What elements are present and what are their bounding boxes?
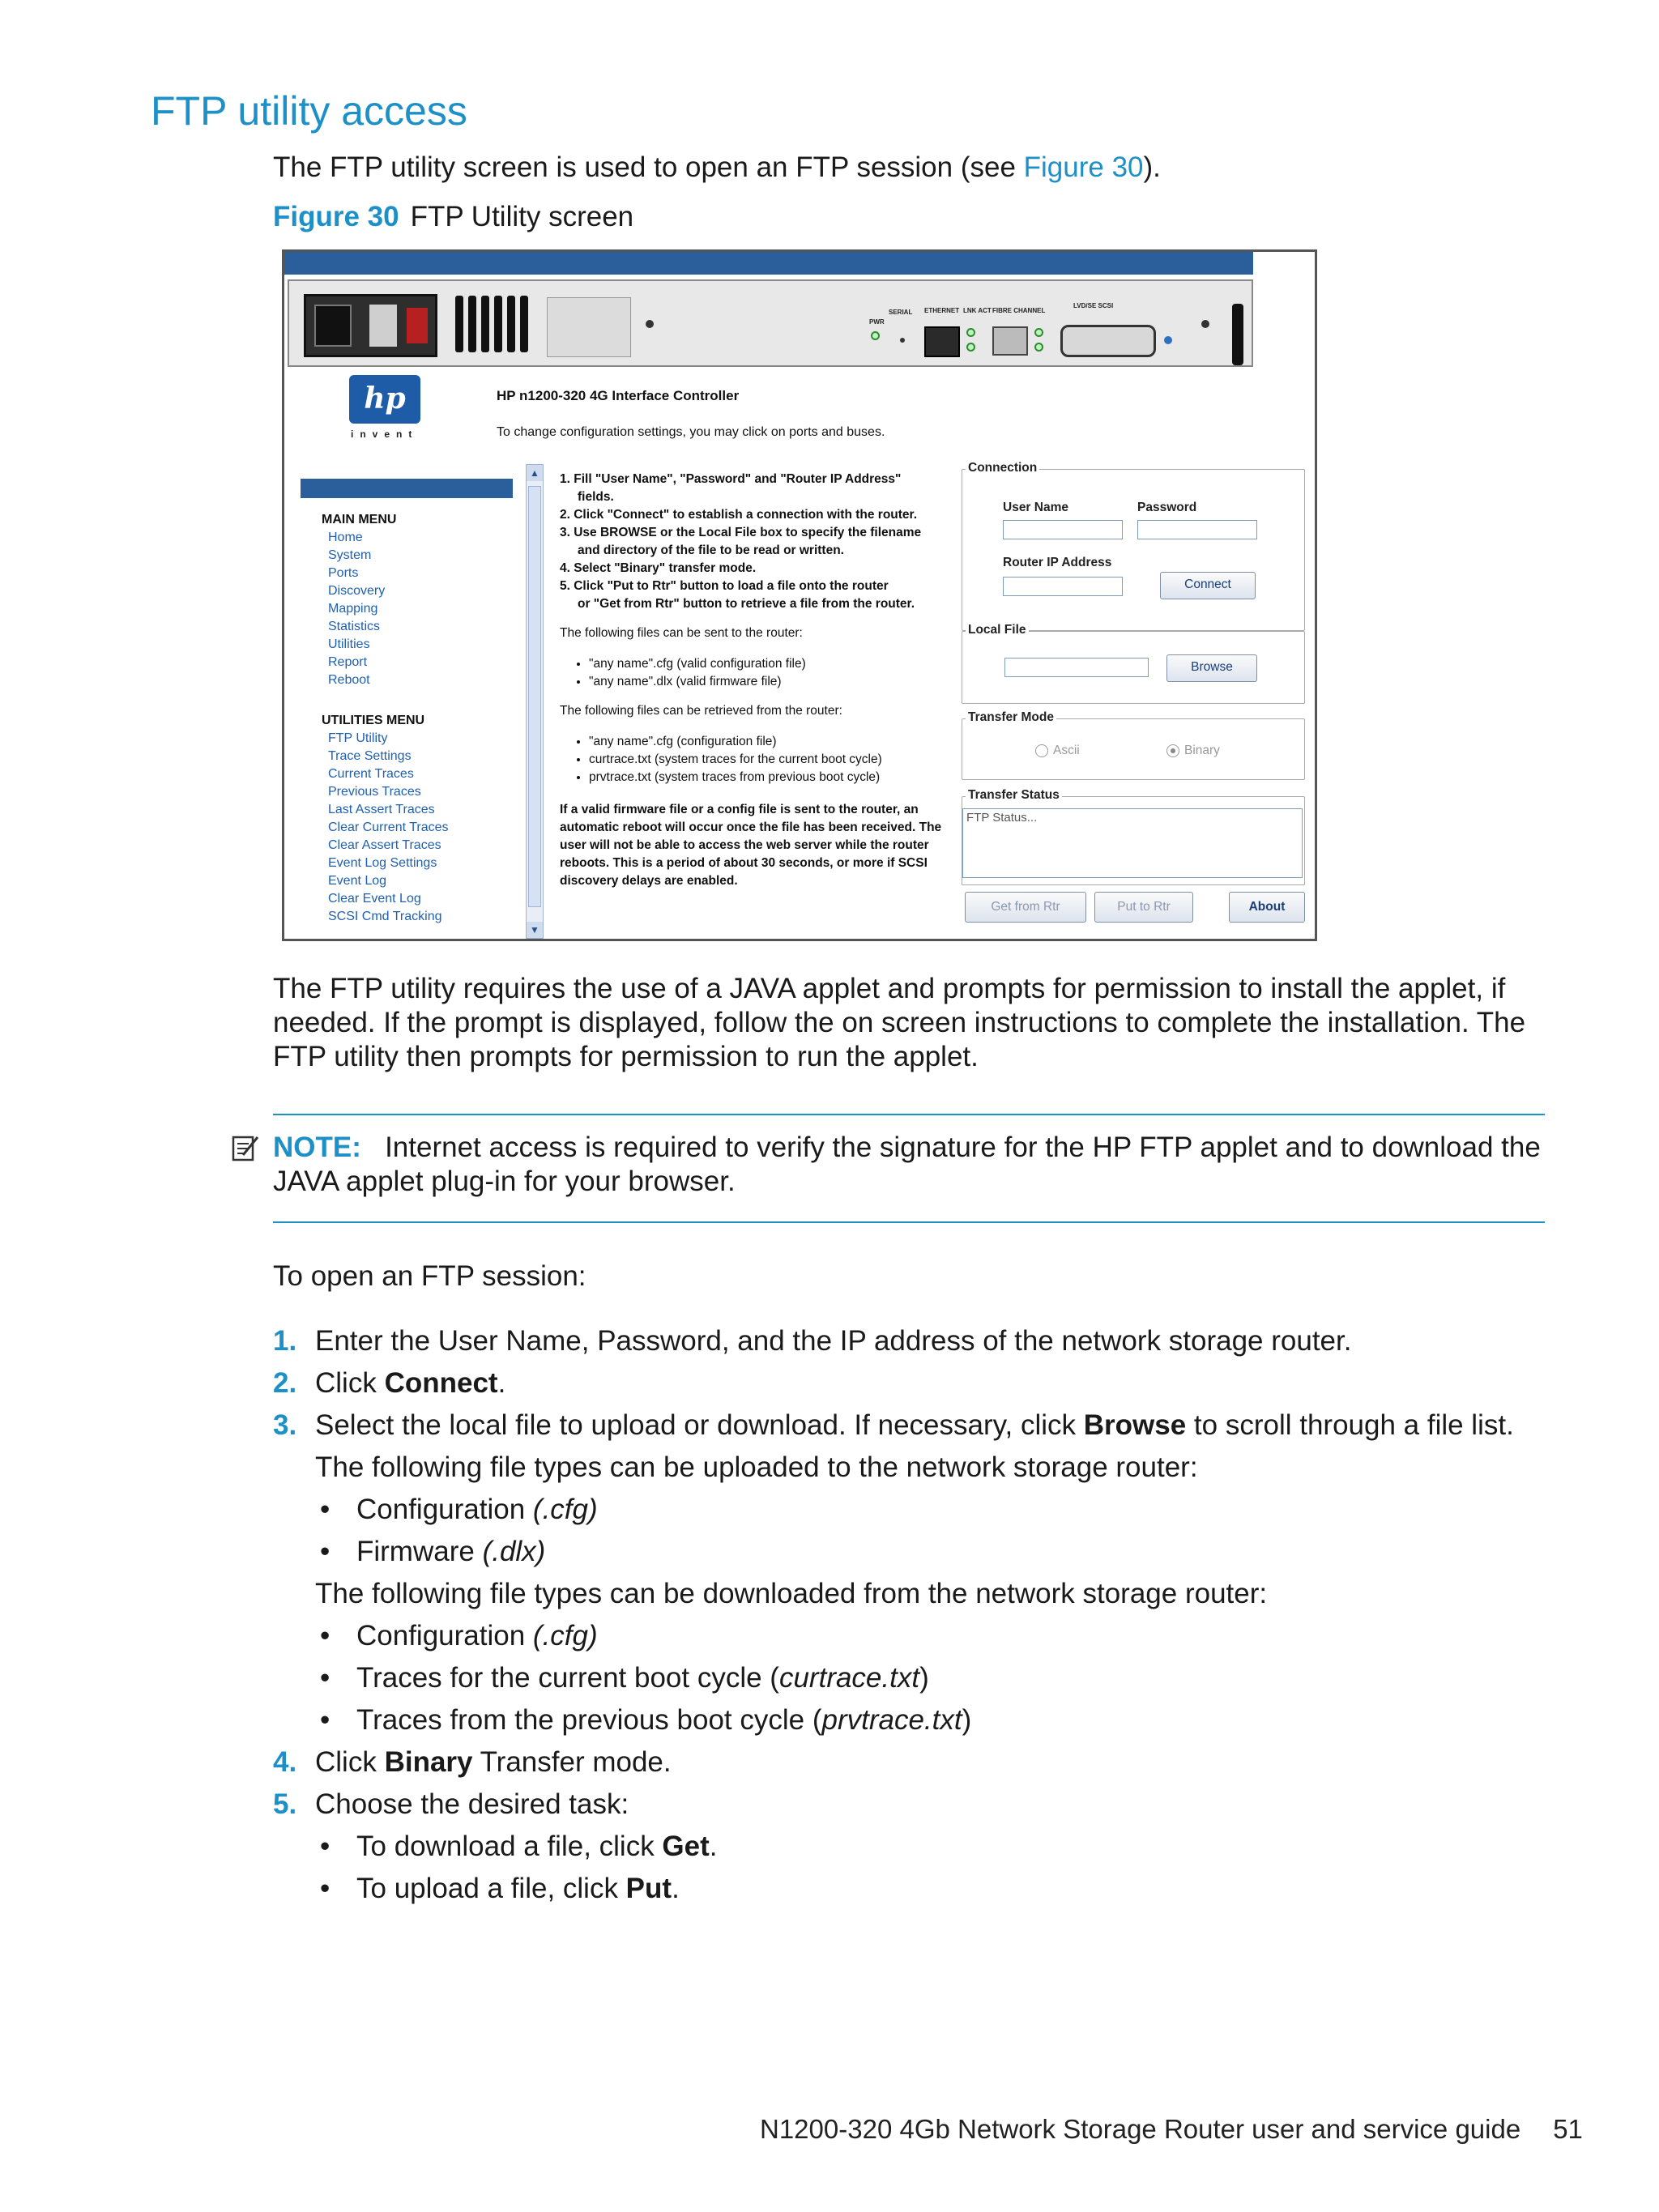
- fc-led2-icon: [1034, 343, 1043, 352]
- step-2: 2. Click Connect.: [273, 1367, 506, 1399]
- sent-file-item: • "any name".cfg (valid configuration file): [589, 655, 957, 673]
- intro-paragraph: [273, 151, 1161, 185]
- hp-invent-tagline: invent: [351, 428, 419, 440]
- browse-button[interactable]: Browse: [1166, 654, 1257, 682]
- power-module: [304, 294, 437, 357]
- instructions-panel: [560, 471, 957, 890]
- utilities-menu: [322, 712, 449, 926]
- menu-item-system[interactable]: System: [328, 548, 372, 562]
- menu-item-reboot[interactable]: Reboot: [328, 673, 370, 687]
- step-4: 4. Click Binary Transfer mode.: [273, 1746, 672, 1778]
- ftp-utility-screenshot: [282, 249, 1317, 941]
- menu-item-event-log-settings[interactable]: Event Log Settings: [328, 856, 437, 870]
- transfer-status-group: [962, 788, 1305, 885]
- ethernet-port-icon[interactable]: [924, 326, 960, 357]
- about-button[interactable]: About: [1229, 892, 1305, 923]
- binary-label: Binary: [1184, 744, 1220, 757]
- retrieved-file-item: • curtrace.txt (system traces for the current boot cycle): [589, 751, 957, 769]
- note-text: Internet access is required to verify the signature for the HP FTP applet and to download the JAVA applet plug-in for your browser.: [273, 1132, 1541, 1197]
- user-name-input[interactable]: [1003, 520, 1123, 539]
- fc-led-icon: [1034, 328, 1043, 337]
- menu-item-clear-assert-traces[interactable]: Clear Assert Traces: [328, 838, 441, 852]
- product-label-plate: [547, 297, 631, 357]
- retrieved-file-item: • prvtrace.txt (system traces from previous boot cycle): [589, 769, 957, 786]
- scsi-screw-icon: [1164, 336, 1172, 344]
- pwr-label: PWR: [869, 318, 885, 326]
- handle-icon: [1232, 304, 1243, 365]
- scsi-port-icon[interactable]: [1060, 325, 1156, 357]
- menu-item-discovery[interactable]: Discovery: [328, 584, 386, 598]
- scroll-thumb[interactable]: [528, 486, 541, 907]
- get-from-rtr-button[interactable]: Get from Rtr: [965, 892, 1086, 923]
- ftp-status-textarea[interactable]: FTP Status...: [962, 808, 1303, 878]
- link-led-icon: [966, 328, 975, 337]
- connection-group: [962, 461, 1305, 631]
- ascii-option[interactable]: [1035, 744, 1080, 758]
- local-file-legend: Local File: [966, 623, 1029, 637]
- hp-logo: hp: [349, 375, 420, 424]
- instruction-item: 1. Fill "User Name", "Password" and "Router IP Address" fields.: [560, 472, 902, 504]
- menu-item-ftp-utility[interactable]: FTP Utility: [328, 731, 388, 745]
- menu-item-trace-settings[interactable]: Trace Settings: [328, 749, 412, 763]
- note-label: NOTE:: [273, 1132, 361, 1163]
- download-item: • Traces for the current boot cycle (curtrace.txt): [273, 1657, 1553, 1699]
- menu-item-ports[interactable]: Ports: [328, 566, 359, 580]
- local-file-input[interactable]: [1004, 658, 1149, 677]
- java-applet-paragraph: The FTP utility requires the use of a JAVA applet and prompts for permission to install the applet, if needed. If the prompt is displayed, follow the on screen instructions to complete the installation. The FTP utility then prompts for permission to run the applet.: [273, 973, 1526, 1072]
- controller-subtitle: To change configuration settings, you may click on ports and buses.: [497, 425, 885, 439]
- serial-port-icon: [900, 338, 905, 343]
- link-act-label: LNK ACT: [963, 307, 992, 314]
- scsi-label: LVD/SE SCSI: [1073, 302, 1114, 309]
- connection-legend: Connection: [966, 461, 1039, 475]
- note-paragraph: [273, 1131, 1545, 1199]
- binary-option[interactable]: [1166, 744, 1220, 758]
- scroll-up-icon[interactable]: ▲: [527, 465, 543, 481]
- download-item: • Traces from the previous boot cycle (prvtrace.txt): [273, 1699, 1553, 1741]
- transfer-mode-group: [962, 710, 1305, 780]
- open-session-intro: To open an FTP session:: [273, 1260, 586, 1292]
- transfer-status-legend: Transfer Status: [966, 788, 1062, 803]
- menu-item-event-log[interactable]: Event Log: [328, 874, 387, 888]
- power-switch-icon: [369, 305, 397, 347]
- figure-caption: [273, 201, 633, 233]
- controller-title: HP n1200-320 4G Interface Controller: [497, 388, 740, 403]
- upload-item: • Firmware (.dlx): [273, 1531, 1553, 1573]
- router-ip-input[interactable]: [1003, 577, 1123, 596]
- main-menu-heading: MAIN MENU: [322, 513, 397, 526]
- fibre-channel-label: FIBRE CHANNEL: [992, 307, 1046, 314]
- menu-item-utilities[interactable]: Utilities: [328, 637, 370, 651]
- menu-item-statistics[interactable]: Statistics: [328, 620, 381, 633]
- upload-intro: The following file types can be uploaded to the network storage router:: [315, 1451, 1198, 1483]
- password-input[interactable]: [1137, 520, 1257, 539]
- instructions-scrollbar[interactable]: [526, 464, 544, 939]
- password-label: Password: [1137, 501, 1197, 514]
- top-banner: [284, 252, 1253, 275]
- intro-text: The FTP utility screen is used to open an FTP session (see: [273, 151, 1024, 183]
- instruction-item: 2. Click "Connect" to establish a connection with the router.: [560, 508, 918, 522]
- figure-label: Figure 30: [273, 201, 399, 232]
- router-rear-panel-image: [288, 279, 1253, 367]
- instruction-item: 3. Use BROWSE or the Local File box to specify the filename and directory of the file to be read or written.: [560, 526, 922, 557]
- instruction-item: 5. Click "Put to Rtr" button to load a file onto the router or "Get from Rtr" button to retrieve a file from the router.: [560, 579, 915, 611]
- task-item: • To download a file, click Get.: [273, 1826, 1553, 1868]
- download-item: • Configuration (.cfg): [273, 1615, 1553, 1657]
- sent-files-heading: The following files can be sent to the router:: [560, 626, 803, 640]
- step-3: 3. Select the local file to upload or download. If necessary, click Browse to scroll through a file list.: [273, 1409, 1514, 1441]
- intro-text-end: ).: [1143, 151, 1161, 183]
- figure-link[interactable]: Figure 30: [1023, 151, 1144, 183]
- menu-item-scsi-cmd-tracking[interactable]: SCSI Cmd Tracking: [328, 910, 442, 923]
- instruction-item: 4. Select "Binary" transfer mode.: [560, 561, 757, 575]
- reboot-warning: If a valid firmware file or a config file is sent to the router, an automatic reboot will occur once the file has been received. The user will not be able to access the web server while the router reboots. This is a period of about 30 seconds, or more if SCSI discovery delays are enabled.: [560, 803, 942, 888]
- power-indicator-icon: [407, 308, 428, 343]
- note-icon: [232, 1134, 259, 1163]
- ascii-radio[interactable]: [1035, 744, 1048, 757]
- figure-caption-text: FTP Utility screen: [410, 201, 634, 232]
- ethernet-label: ETHERNET: [924, 307, 960, 314]
- footer-title: N1200-320 4Gb Network Storage Router user and service guide: [760, 2114, 1521, 2144]
- menu-item-clear-event-log[interactable]: Clear Event Log: [328, 892, 421, 906]
- step-1: 1. Enter the User Name, Password, and the IP address of the network storage router.: [273, 1325, 1352, 1357]
- act-led-icon: [966, 343, 975, 352]
- retrieved-files-heading: The following files can be retrieved from the router:: [560, 704, 842, 718]
- pwr-led-icon: [871, 331, 880, 340]
- vent-slots: [455, 296, 533, 356]
- menu-item-previous-traces[interactable]: Previous Traces: [328, 785, 421, 799]
- connect-button[interactable]: Connect: [1160, 572, 1256, 599]
- put-to-rtr-button[interactable]: Put to Rtr: [1094, 892, 1193, 923]
- screw-icon: [646, 320, 654, 328]
- retrieved-file-item: • "any name".cfg (configuration file): [589, 733, 957, 751]
- step-5: 5. Choose the desired task:: [273, 1788, 629, 1820]
- serial-label: SERIAL: [889, 309, 913, 316]
- user-name-label: User Name: [1003, 501, 1068, 514]
- sent-file-item: • "any name".dlx (valid firmware file): [589, 673, 957, 691]
- menu-item-current-traces[interactable]: Current Traces: [328, 767, 414, 781]
- utilities-menu-heading: UTILITIES MENU: [322, 714, 425, 727]
- menu-item-home[interactable]: Home: [328, 531, 363, 544]
- local-file-group: [962, 623, 1305, 704]
- transfer-mode-legend: Transfer Mode: [966, 710, 1056, 725]
- note-top-rule: [273, 1114, 1545, 1115]
- power-socket-icon: [314, 305, 352, 347]
- main-menu: [322, 511, 396, 689]
- ascii-label: Ascii: [1053, 744, 1080, 757]
- binary-radio[interactable]: [1166, 744, 1179, 757]
- menu-item-clear-current-traces[interactable]: Clear Current Traces: [328, 820, 449, 834]
- upload-item: • Configuration (.cfg): [273, 1489, 1553, 1531]
- fibre-channel-port-icon[interactable]: [992, 326, 1028, 356]
- page-title: FTP utility access: [151, 88, 467, 134]
- menu-item-mapping[interactable]: Mapping: [328, 602, 378, 616]
- download-intro: The following file types can be downloaded from the network storage router:: [315, 1578, 1268, 1609]
- page-footer: [760, 2114, 1583, 2145]
- nav-header-bar: [301, 479, 513, 498]
- menu-item-last-assert-traces[interactable]: Last Assert Traces: [328, 803, 435, 816]
- task-item: • To upload a file, click Put.: [273, 1868, 1553, 1910]
- note-bottom-rule: [273, 1221, 1545, 1223]
- screw-icon-right: [1201, 320, 1209, 328]
- router-ip-label: Router IP Address: [1003, 556, 1112, 569]
- scroll-down-icon[interactable]: ▼: [527, 922, 543, 938]
- page-number: 51: [1553, 2114, 1583, 2144]
- menu-item-report[interactable]: Report: [328, 655, 368, 669]
- procedure-steps: [273, 1320, 1553, 1910]
